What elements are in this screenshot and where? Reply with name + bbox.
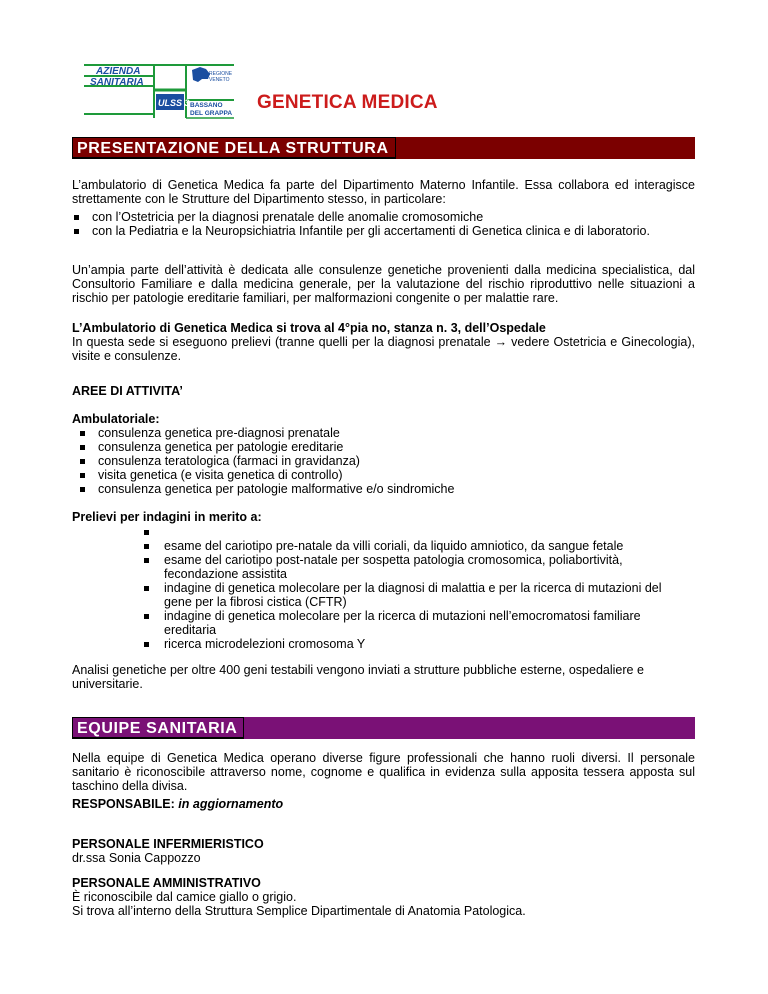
prelievi-paragraph <box>72 335 695 363</box>
list-item: visita genetica (e visita genetica di controllo) <box>72 468 695 482</box>
list-item: con la Pediatria e la Neuropsichiatria Infantile per gli accertamenti di Genetica clinica e di laboratorio. <box>72 224 695 238</box>
responsabile-line <box>72 797 695 811</box>
amministrativo-line2: Si trova all’interno della Struttura Semplice Dipartimentale di Anatomia Patologica. <box>72 904 526 918</box>
prelievi-list <box>142 525 689 651</box>
list-item: indagine di genetica molecolare per la ricerca di mutazioni nell’emocromatosi familiare ereditaria <box>142 609 689 637</box>
logo-region1: REGIONE <box>209 71 233 77</box>
logo-place1: BASSANO <box>190 102 223 109</box>
arrow-icon: → <box>494 335 508 349</box>
prelievi-text-before: In questa sede si eseguono prelievi (tranne quelli per la diagnosi prenatale <box>72 335 491 349</box>
list-item: indagine di genetica molecolare per la diagnosi di malattia e per la ricerca di mutazioni del gene per la fibrosi cistica (CFTR) <box>142 581 689 609</box>
amministrativo-line1: È riconoscibile dal camice giallo o grigio. <box>72 890 297 904</box>
responsabile-value: in aggiornamento <box>178 797 284 811</box>
list-item: consulenza genetica pre-diagnosi prenatale <box>72 426 695 440</box>
list-item: consulenza teratologica (farmaci in gravidanza) <box>72 454 695 468</box>
list-item: esame del cariotipo post-natale per sospetta patologia cromosomica, poliabortività, fecondazione assistita <box>142 553 689 581</box>
infermieristico-name: dr.ssa Sonia Cappozzo <box>72 851 201 865</box>
logo-place2: DEL GRAPPA <box>190 110 233 117</box>
activity-paragraph: Un’ampia parte dell’attività è dedicata alle consulenze genetiche provenienti dalla medicina specialistica, dal Consultorio Familiare e dalla medicina generale, per la valutazione del rischio riproduttivo nelle situazioni a rischio per patologie ereditarie familiari, per malformazioni congenite o per malattie rare. <box>72 263 695 305</box>
ambulatoriale-list <box>72 426 695 496</box>
section-banner-equipe <box>72 717 695 739</box>
list-item: ricerca microdelezioni cromosoma Y <box>142 637 689 651</box>
prelievi-text-after: vedere Ostetricia e Ginecologia), visite e consulenze. <box>72 335 695 363</box>
prelievi-heading: Prelievi per indagini in merito a: <box>72 510 262 524</box>
equipe-paragraph: Nella equipe di Genetica Medica operano diverse figure professionali che hanno ruoli diversi. Il personale sanitario è riconoscibile attraverso nome, cognome e qualifica in evidenza sulla apposita tessera apposta sul taschino della divisa. <box>72 751 695 793</box>
location-heading: L’Ambulatorio di Genetica Medica si trova al 4°pia no, stanza n. 3, dell’Ospedale <box>72 321 546 335</box>
intro-paragraph: L’ambulatorio di Genetica Medica fa parte del Dipartimento Materno Infantile. Essa collabora ed interagisce strettamente con le Strutture del Dipartimento stesso, in particolare: <box>72 178 695 206</box>
logo-line2: SANITARIA <box>90 77 144 88</box>
infermieristico-heading: PERSONALE INFERMIERISTICO <box>72 837 264 851</box>
ambulatoriale-heading: Ambulatoriale: <box>72 412 160 426</box>
areas-heading: AREE DI ATTIVITA’ <box>72 384 183 398</box>
logo-region2: VENETO <box>209 77 230 83</box>
logo-line1: AZIENDA <box>96 66 141 77</box>
azienda-sanitaria-logo <box>84 62 236 120</box>
list-item <box>142 525 689 539</box>
list-item: consulenza genetica per patologie ereditarie <box>72 440 695 454</box>
analisi-paragraph: Analisi genetiche per oltre 400 geni testabili vengono inviati a strutture pubbliche esterne, ospedaliere e universitarie. <box>72 663 644 691</box>
list-item: con l’Ostetricia per la diagnosi prenatale delle anomalie cromosomiche <box>72 210 695 224</box>
responsabile-label: RESPONSABILE: <box>72 797 175 811</box>
list-item: esame del cariotipo pre-natale da villi coriali, da liquido amniotico, da sangue fetale <box>142 539 689 553</box>
amministrativo-heading: PERSONALE AMMINISTRATIVO <box>72 876 261 890</box>
section-banner-label: PRESENTAZIONE DELLA STRUTTURA <box>72 137 396 159</box>
page-title: GENETICA MEDICA <box>257 92 438 113</box>
list-item: consulenza genetica per patologie malformative e/o sindromiche <box>72 482 695 496</box>
section-banner-label: EQUIPE SANITARIA <box>72 717 244 739</box>
logo-ulss: ULSS 3 <box>158 98 190 108</box>
section-banner-presentazione <box>72 137 695 159</box>
collab-list <box>72 210 695 238</box>
